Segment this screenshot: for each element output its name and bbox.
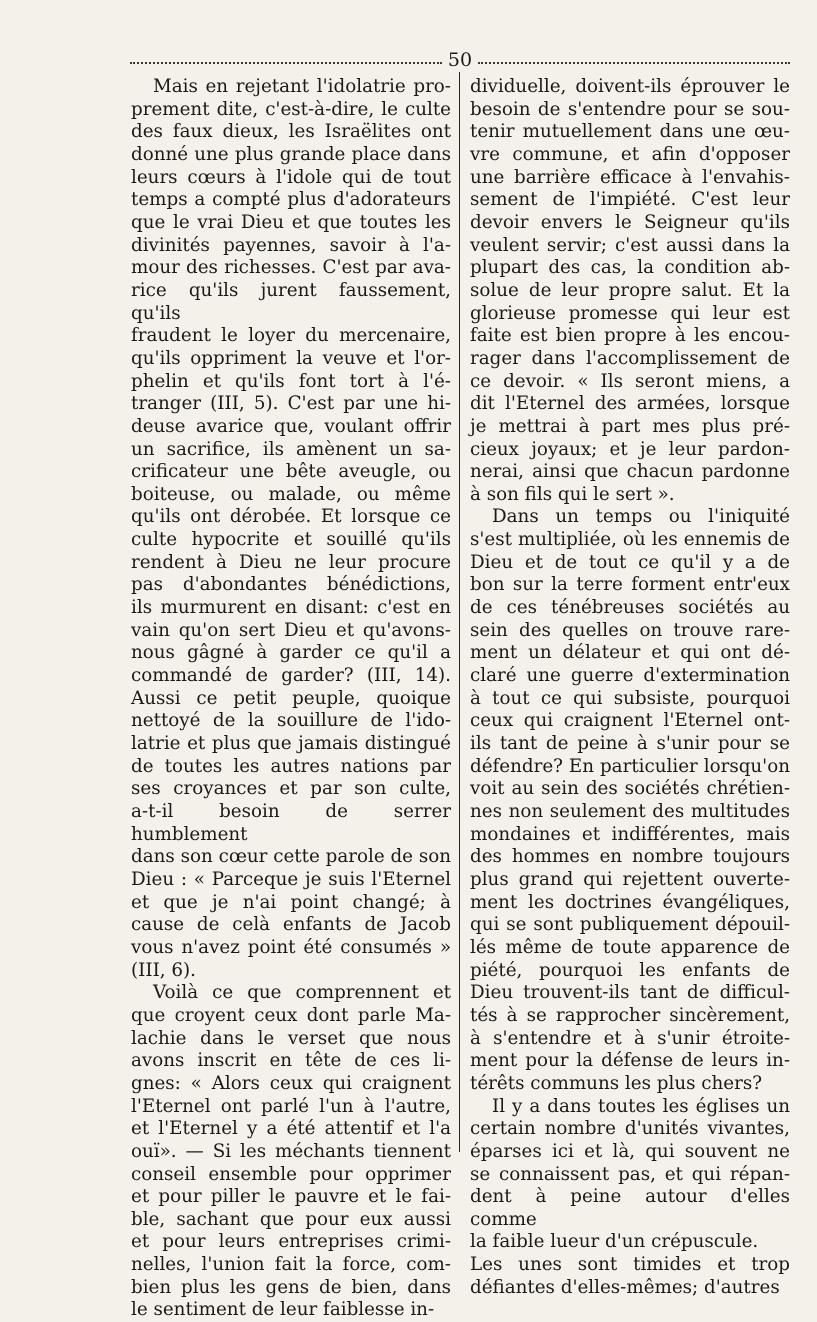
right-column-line: claré une guerre d'extermination: [470, 665, 790, 687]
left-column-line: (III, 6).: [131, 959, 196, 981]
right-column-line: glorieuse promesse qui leur est: [470, 302, 790, 324]
page-header: [130, 48, 790, 72]
right-column-line: veulent servir; c'est aussi dans la: [470, 234, 790, 256]
left-column-line: lachie dans le verset que nous: [131, 1027, 451, 1049]
left-column-line: des faux dieux, les Israëlites ont: [131, 121, 451, 143]
right-column-line: éparses ici et là, qui souvent ne: [470, 1140, 790, 1162]
left-column-line: et que je n'ai point changé; à: [131, 891, 451, 913]
right-column-line: des hommes en nombre toujours: [470, 846, 790, 868]
left-column-line: gnes: « Alors ceux qui craignent: [131, 1072, 451, 1094]
left-column-line: fraudent le loyer du mercenaire,: [131, 325, 451, 347]
left-column-line: bien plus les gens de bien, dans: [131, 1276, 451, 1298]
right-column-line: dividuelle, doivent-ils éprouver le: [470, 76, 790, 97]
right-column-line: rager dans l'accomplissement de: [470, 347, 790, 369]
left-column-line: que le vrai Dieu et que toutes les: [131, 211, 451, 233]
left-column-line: rice qu'ils jurent faussement, qu'ils: [131, 279, 451, 324]
right-column-line: nes non seulement des multitudes: [470, 801, 790, 822]
right-column-line: bon sur la terre forment entr'eux: [470, 574, 790, 596]
right-column-line: plupart des cas, la condition ab-: [470, 257, 790, 279]
right-column-line: défendre? En particulier lorsqu'on: [470, 755, 790, 777]
right-column-line: à son fils qui le sert ».: [470, 483, 675, 505]
left-column-line: leurs cœurs à l'idole qui de tout: [131, 166, 451, 188]
right-column-line: Dans un temps ou l'iniquité: [492, 506, 790, 528]
left-column-line: qu'ils ont dérobée. Et lorsque ce: [131, 506, 451, 528]
left-column-line: Mais en rejetant l'idolatrie pro-: [153, 76, 451, 97]
left-column-line: boiteuse, ou malade, ou même: [131, 483, 451, 505]
left-column-line: nettoyé de la souillure de l'ido-: [131, 710, 451, 732]
header-rule-right: [478, 62, 790, 64]
right-column-line: à tout ce qui subsiste, pourquoi: [470, 687, 790, 709]
left-text-column: [131, 76, 451, 1322]
left-column-line: Dieu : « Parceque je suis l'Eternel: [131, 868, 451, 890]
left-column-line: commandé de garder? (III, 14).: [131, 665, 451, 687]
right-column-line: Dieu et de tout ce qu'il y a de: [470, 551, 790, 573]
left-column-line: vous n'avez point été consumés »: [131, 936, 451, 958]
left-column-line: phelin et qu'ils font tort à l'é-: [131, 370, 451, 392]
left-column-line: a-t-il besoin de serrer humblement: [131, 801, 451, 845]
right-column-line: Dieu trouvent-ils tant de difficul-: [470, 982, 790, 1004]
right-column-line: ceux qui craignent l'Eternel ont-: [470, 710, 790, 732]
right-column-line: ment les doctrines évangéliques,: [470, 891, 790, 913]
right-column-line: térêts communs les plus chers?: [470, 1072, 763, 1094]
right-column-line: je mettrai à part mes plus pré-: [470, 415, 790, 437]
left-column-line: de toutes les autres nations par: [131, 755, 451, 777]
right-column-line: cieux joyaux; et je leur pardon-: [470, 438, 790, 460]
left-column-line: ses croyances et par son culte,: [131, 778, 451, 800]
left-column-line: divinités payennes, savoir à l'a-: [131, 234, 451, 256]
left-column-line: ouï». — Si les méchants tiennent: [131, 1140, 451, 1162]
right-text-column: [470, 76, 790, 1299]
right-column-line: besoin de s'entendre pour se sou-: [470, 98, 790, 120]
right-column-line: défiantes d'elles-mêmes; d'autres: [470, 1276, 780, 1298]
right-column-line: mondaines et indifférentes, mais: [470, 823, 790, 845]
left-column-line: pas d'abondantes bénédictions,: [131, 574, 451, 596]
left-column-line: qu'ils oppriment la veuve et l'or-: [131, 347, 451, 369]
right-column-line: nerai, ainsi que chacun pardonne: [470, 461, 790, 483]
left-column-line: et pour piller le pauvre et le fai-: [131, 1186, 451, 1208]
left-column-line: Aussi ce petit peuple, quoique: [131, 687, 451, 709]
left-column-line: et l'Eternel y a été attentif et l'a: [131, 1118, 451, 1140]
right-column-line: piété, pourquoi les enfants de: [470, 959, 790, 981]
right-column-line: devoir envers le Seigneur qu'ils: [470, 211, 790, 233]
left-column-line: culte hypocrite et souillé qu'ils: [131, 529, 451, 551]
left-column-line: et pour leurs entreprises crimi-: [131, 1231, 451, 1253]
left-column-line: le sentiment de leur faiblesse in-: [131, 1299, 435, 1321]
right-column-line: solue de leur propre salut. Et la: [470, 279, 790, 301]
right-column-line: Les unes sont timides et trop: [470, 1254, 790, 1276]
left-column-line: ble, sachant que pour eux aussi: [131, 1208, 451, 1230]
right-column-line: voit au sein des sociétés chrétien-: [470, 778, 790, 800]
right-column-line: ce devoir. « Ils seront miens, a: [470, 370, 790, 392]
column-divider: [459, 72, 460, 1152]
left-column-line: temps a compté plus d'adorateurs: [131, 189, 451, 211]
right-column-line: à s'entendre et à s'unir étroite-: [470, 1027, 790, 1049]
right-column-line: s'est multipliée, où les ennemis de: [470, 529, 790, 551]
right-column-line: dent à peine autour d'elles comme: [470, 1186, 790, 1230]
left-column-line: avons inscrit en tête de ces li-: [131, 1050, 451, 1072]
right-column-line: tenir mutuellement dans une œu-: [470, 121, 790, 143]
left-column-line: donné une plus grande place dans: [131, 143, 451, 165]
left-column-line: que croyent ceux dont parle Ma-: [131, 1004, 451, 1026]
right-column-line: dit l'Eternel des armées, lorsque: [470, 393, 790, 415]
left-column-line: vain qu'on sert Dieu et qu'avons-: [131, 619, 451, 641]
right-column-line: sement de l'impiété. C'est leur: [470, 189, 790, 211]
right-column-line: lés même de toute apparence de: [470, 936, 790, 958]
left-column-line: dans son cœur cette parole de son: [131, 846, 451, 868]
right-column-line: se connaissent pas, et qui répan-: [470, 1163, 790, 1185]
right-column-line: sein des quelles on trouve rare-: [470, 619, 790, 641]
right-column-line: certain nombre d'unités vivantes,: [470, 1118, 790, 1140]
right-column-line: tés à se rapprocher sincèrement,: [470, 1004, 790, 1026]
left-column-line: nous gâgné à garder ce qu'il a: [131, 642, 451, 664]
left-column-line: cause de celà enfants de Jacob: [131, 914, 451, 936]
right-column-line: ment pour la défense de leurs in-: [470, 1050, 790, 1072]
left-column-line: tranger (III, 5). C'est par une hi-: [131, 393, 451, 415]
left-column-line: l'Eternel ont parlé l'un à l'autre,: [131, 1095, 451, 1117]
left-column-line: nelles, l'union fait la force, com-: [131, 1254, 451, 1276]
right-column-line: qui se sont publiquement dépouil-: [470, 914, 790, 936]
right-column-line: vre commune, et afin d'opposer: [470, 143, 790, 165]
left-column-line: Voilà ce que comprennent et: [153, 982, 451, 1004]
right-column-line: ment un délateur et qui ont dé-: [470, 642, 790, 664]
right-column-line: faite est bien propre à les encou-: [470, 325, 790, 347]
left-column-line: crificateur une bête aveugle, ou: [131, 461, 451, 483]
right-column-line: plus grand qui rejettent ouverte-: [470, 868, 790, 890]
header-rule-left: [130, 62, 442, 64]
right-column-line: Il y a dans toutes les églises un: [492, 1095, 790, 1117]
left-column-line: latrie et plus que jamais distingué: [131, 733, 451, 755]
left-column-line: rendent à Dieu ne leur procure: [131, 551, 451, 573]
left-column-line: mour des richesses. C'est par ava-: [131, 257, 451, 279]
right-column-line: ils tant de peine à s'unir pour se: [470, 733, 790, 755]
right-column-line: une barrière efficace à l'envahis-: [470, 166, 790, 188]
left-column-line: un sacrifice, ils amènent un sa-: [131, 438, 451, 460]
left-column-line: conseil ensemble pour opprimer: [131, 1163, 451, 1185]
right-column-line: de ces ténébreuses sociétés au: [470, 597, 790, 619]
left-column-line: deuse avarice que, voulant offrir: [131, 415, 451, 437]
left-column-line: prement dite, c'est-à-dire, le culte: [131, 98, 451, 120]
page-number: 50: [447, 49, 473, 71]
right-column-line: la faible lueur d'un crépuscule.: [470, 1231, 759, 1253]
left-column-line: ils murmurent en disant: c'est en: [131, 597, 451, 619]
